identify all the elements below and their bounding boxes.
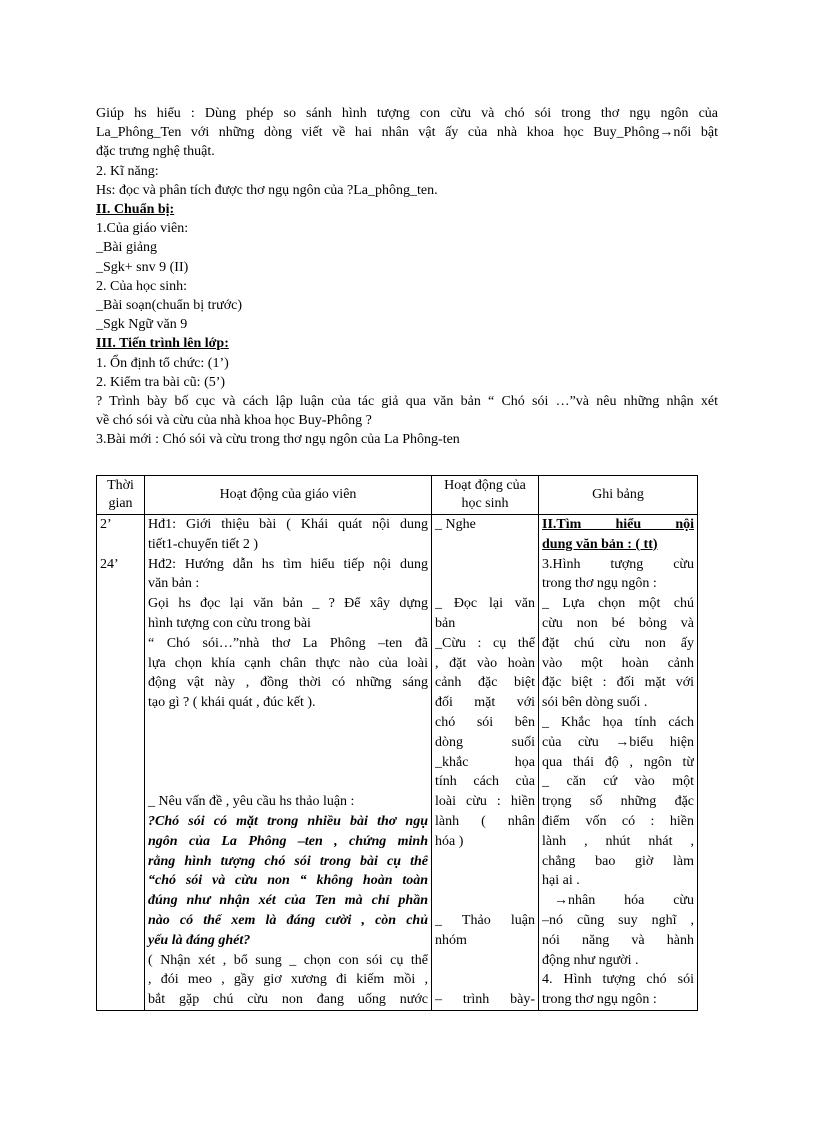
teacher-question-line: ngôn của La Phông –ten , chứng minh [148, 833, 428, 849]
board-heading: dung văn bản : ( tt) [542, 536, 658, 552]
teacher-line: Hđ1: Giới thiệu bài ( Khái quát nội dung [148, 517, 428, 532]
intro-line: đặc trưng nghệ thuật. [96, 144, 215, 160]
student-line: , đặt vào hoàn [435, 655, 535, 671]
board-line: 4. Hình tượng chó sói [542, 972, 694, 988]
table-row [97, 515, 698, 1011]
intro-line: _Bài soạn(chuẩn bị trước) [96, 298, 243, 314]
intro-line: _Sgk Ngữ văn 9 [96, 317, 188, 333]
teacher-line: tạo gì ? ( khái quát , đúc kết ). [148, 695, 316, 711]
header-student: Hoạt động của học sinh [432, 476, 539, 515]
teacher-question-line: “chó sói và cừu non “ không hoàn toàn [148, 873, 428, 889]
board-line: của cừu →biểu hiện [542, 734, 694, 750]
section-heading-preparation: II. Chuẩn bị: [96, 202, 175, 218]
intro-line: về chó sói và cừu của nhà khoa học Buy-Phông ? [96, 413, 372, 429]
teacher-question-line: nào có thể xem là đáng cười , còn chủ [148, 912, 428, 928]
student-line: cảnh đặc biệt [435, 675, 535, 691]
teacher-line: lựa chọn khía cạnh chân thực nào của loài [148, 655, 428, 671]
student-line: hóa ) [435, 833, 464, 849]
student-line: nhóm [435, 932, 467, 948]
board-line: –nó cũng suy nghĩ , [542, 912, 694, 928]
lesson-intro [96, 104, 718, 450]
teacher-question-line: đúng như nhận xét của Ten mà chỉ phần [148, 893, 428, 909]
teacher-line: _ Nêu vấn đề , yêu cầu hs thảo luận : [148, 794, 355, 810]
teacher-line: động vật này , đồng thời có những sáng [148, 675, 428, 691]
lesson-plan-table [96, 475, 698, 1011]
board-cell [539, 515, 698, 1011]
student-line: – trình bày- [435, 992, 535, 1008]
time-value: 2’ [100, 517, 112, 532]
student-line: _Cừu : cụ thể [435, 635, 535, 651]
student-line: _ Nghe [435, 517, 476, 532]
student-line: dòng suối [435, 734, 535, 750]
board-line: trọng số những đặc [542, 794, 694, 810]
header-board: Ghi bảng [539, 476, 698, 515]
student-cell [432, 515, 539, 1011]
teacher-line: tiết1-chuyển tiết 2 ) [148, 536, 259, 552]
board-line: đặc biệt : đối mặt với [542, 675, 694, 691]
teacher-line: bắt gặp chú cừu non đang uống nước [148, 992, 428, 1008]
board-line: →nhân hóa cừu [554, 893, 694, 909]
time-value: 24’ [100, 556, 119, 572]
board-line: _ Lựa chọn một chú [542, 596, 694, 612]
teacher-line: ( Nhận xét , bổ sung _ chọn con sói cụ thể [148, 952, 428, 968]
teacher-question-line: yếu là đáng ghét? [148, 932, 251, 948]
board-line: nói năng và hành [542, 932, 694, 948]
board-line: đặt chú cừu non ấy [542, 635, 694, 651]
student-line: đối mặt với [435, 695, 535, 711]
intro-line: 2. Kĩ năng: [96, 163, 159, 179]
intro-line: 1.Của giáo viên: [96, 221, 189, 237]
board-line: qua thái độ , ngôn từ [542, 754, 694, 770]
intro-line: Giúp hs hiểu : Dùng phép so sánh hình tượng con cừu và chó sói trong thơ ngụ ngôn của [96, 106, 718, 121]
board-line: hại ai . [542, 873, 580, 889]
teacher-line: Hđ2: Hướng dẫn hs tìm hiểu tiếp nội dung [148, 556, 428, 572]
intro-line: _Sgk+ snv 9 (II) [96, 259, 189, 275]
intro-line: La_Phông_Ten với những dòng viết về hai nhân vật ấy của nhà khoa học Buy_Phông→nổi bật [96, 125, 718, 141]
student-line: lành ( nhân [435, 813, 535, 829]
board-line: động như người . [542, 952, 639, 968]
teacher-question-line: rằng hình tượng chó sói trong bài cụ thể [148, 853, 428, 869]
student-line: loài cừu : hiền [435, 794, 535, 810]
intro-line: 1. Ổn định tổ chức: (1’) [96, 355, 229, 371]
teacher-cell [145, 515, 432, 1011]
teacher-line: hình tượng con cừu trong bài [148, 615, 311, 631]
teacher-line: văn bản : [148, 576, 200, 592]
time-cell [97, 515, 145, 1011]
board-line: cừu non bé bỏng và [542, 615, 694, 631]
student-line: _ Đọc lại văn [435, 596, 535, 612]
intro-line: _Bài giảng [96, 240, 158, 256]
teacher-question-line: ?Chó sói có mặt trong nhiều bài thơ ngụ [148, 813, 428, 829]
teacher-line: Gọi hs đọc lại văn bản _ ? Để xây dựng [148, 596, 428, 612]
board-line: lành , nhút nhát , [542, 833, 694, 849]
board-line: _ căn cứ vào một [542, 774, 694, 790]
header-teacher: Hoạt động của giáo viên [145, 476, 432, 515]
board-line: điểm vốn có : hiền [542, 813, 694, 829]
teacher-line: , đói meo , gầy giơ xương đi kiếm mồi , [148, 972, 428, 988]
intro-line: 3.Bài mới : Chó sói và cừu trong thơ ngụ ngôn của La Phông-ten [96, 432, 460, 448]
board-line: vào một hoàn cảnh [542, 655, 694, 671]
teacher-line: “ Chó sói…”nhà thơ La Phông –ten đã [148, 635, 428, 651]
intro-line: 2. Kiểm tra bài cũ: (5’) [96, 374, 226, 390]
table-header-row [97, 476, 698, 515]
student-line: bản [435, 615, 456, 631]
board-heading: II.Tìm hiểu nội [542, 517, 694, 532]
intro-line: ? Trình bày bố cục và cách lập luận của tác giả qua văn bản “ Chó sói …”và nêu những nhận xét [96, 394, 718, 410]
student-line: _ Thảo luận [435, 912, 535, 928]
board-line: 3.Hình tượng cừu [542, 556, 694, 572]
student-line: _khắc họa [435, 754, 535, 770]
board-line: trong thơ ngụ ngôn : [542, 992, 657, 1008]
student-line: chó sói bên [435, 714, 535, 730]
intro-line: Hs: đọc và phân tích được thơ ngụ ngôn của ?La_phông_ten. [96, 182, 438, 198]
intro-line: 2. Của học sinh: [96, 278, 187, 294]
board-line: trong thơ ngụ ngôn : [542, 576, 657, 592]
student-line: tính cách của [435, 774, 535, 790]
board-line: chẳng bao giờ làm [542, 853, 694, 869]
board-line: sói bên dòng suối . [542, 695, 648, 711]
board-line: _ Khắc họa tính cách [542, 714, 694, 730]
section-heading-procedure: III. Tiến trình lên lớp: [96, 336, 229, 352]
header-time: Thời gian [97, 476, 145, 515]
